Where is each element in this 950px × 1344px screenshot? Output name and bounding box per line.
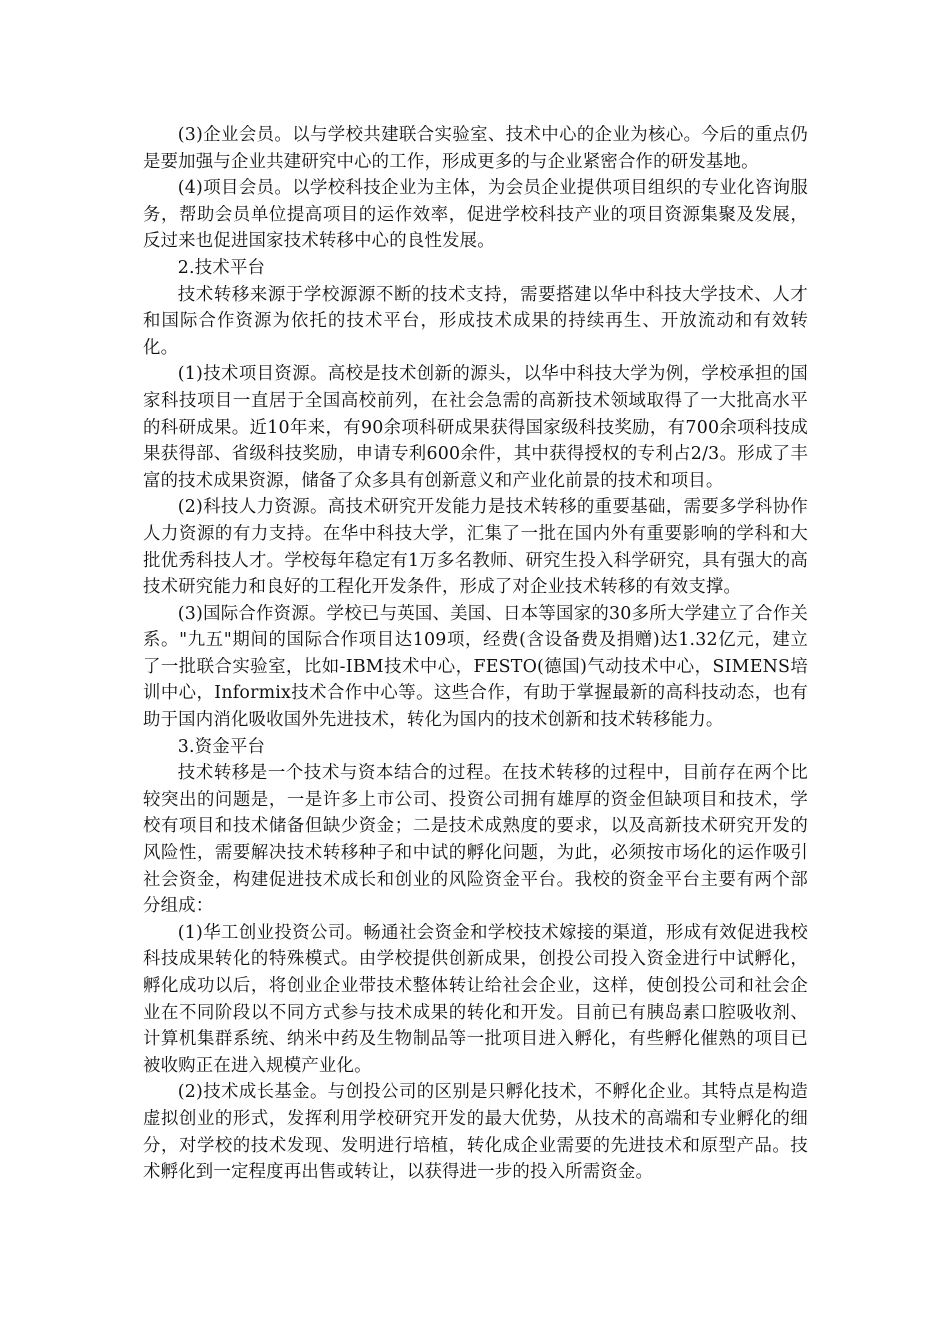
heading-technology-platform: 2.技术平台 [177, 257, 266, 278]
paragraph-enterprise-member: (3)企业会员。以与学校共建联合实验室、技术中心的企业为核心。今后的重点仍是要加强与企业共建研究中心的工作，形成更多的与企业紧密合作的研发基地。 [143, 125, 808, 172]
paragraph-venture-capital-company: (1)华工创业投资公司。畅通社会资金和学校技术嫁接的渠道，形成有效促进我校科技成果转化的特殊模式。由学校提供创新成果，创投公司投入资金进行中试孵化，孵化成功以后，将创业企业带技术整体转让给社会企业，这样，使创投公司和社会企业在不同阶段以不同方式参与技术成果的转化和开发。目前已有胰岛素口腔吸收剂、计算机集群系统、纳米中药及生物制品等一批项目进入孵化，有些孵化催熟的项目已被收购正在进入规模产业化。 [143, 922, 808, 1076]
document-body [143, 122, 808, 1186]
paragraph-project-member: (4)项目会员。以学校科技企业为主体，为会员企业提供项目组织的专业化咨询服务，帮助会员单位提高项目的运作效率，促进学校科技产业的项目资源集聚及发展，反过来也促进国家技术转移中心的良性发展。 [143, 178, 808, 252]
heading-funding-platform: 3.资金平台 [177, 736, 266, 757]
paragraph-technology-platform-intro: 技术转移来源于学校源源不断的技术支持，需要搭建以华中科技大学技术、人才和国际合作资源为依托的技术平台，形成技术成果的持续再生、开放流动和有效转化。 [143, 284, 808, 358]
paragraph-funding-platform-intro: 技术转移是一个技术与资本结合的过程。在技术转移的过程中，目前存在两个比较突出的问题是，一是许多上市公司、投资公司拥有雄厚的资金但缺项目和技术，学校有项目和技术储备但缺少资金；二是技术成熟度的要求，以及高新技术研究开发的风险性，需要解决技术转移种子和中试的孵化问题，为此，必须按市场化的运作吸引社会资金，构建促进技术成长和创业的风险资金平台。我校的资金平台主要有两个部分组成： [143, 763, 808, 917]
paragraph-technology-growth-fund: (2)技术成长基金。与创投公司的区别是只孵化技术，不孵化企业。其特点是构造虚拟创业的形式，发挥利用学校研究开发的最大优势，从技术的高端和专业孵化的细分，对学校的技术发现、发明进行培植，转化成企业需要的先进技术和原型产品。技术孵化到一定程度再出售或转让，以获得进一步的投入所需资金。 [143, 1082, 808, 1183]
paragraph-human-resources: (2)科技人力资源。高技术研究开发能力是技术转移的重要基础，需要多学科协作人力资源的有力支持。在华中科技大学，汇集了一批在国内外有重要影响的学科和大批优秀科技人才。学校每年稳定有1万多名教师、研究生投入科学研究，具有强大的高技术研究能力和良好的工程化开发条件，形成了对企业技术转移的有效支撑。 [143, 497, 808, 598]
paragraph-technology-project-resources: (1)技术项目资源。高校是技术创新的源头，以华中科技大学为例，学校承担的国家科技项目一直居于全国高校前列，在社会急需的高新技术领域取得了一大批高水平的科研成果。近10年来，有90余项科研成果获得国家级科技奖励，有700余项科技成果获得部、省级科技奖励，申请专利600余件，其中获得授权的专利占2/3。形成了丰富的技术成果资源，储备了众多具有创新意义和产业化前景的技术和项目。 [143, 364, 808, 491]
paragraph-international-cooperation: (3)国际合作资源。学校已与英国、美国、日本等国家的30多所大学建立了合作关系。"九五"期间的国际合作项目达109项，经费(含设备费及捐赠)达1.32亿元，建立了一批联合实验室，比如-IBM技术中心，FESTO(德国)气动技术中心，SIMENS培训中心，Informix技术合作中心等。这些合作，有助于掌握最新的高科技动态，也有助于国内消化吸收国外先进技术，转化为国内的技术创新和技术转移能力。 [143, 603, 808, 731]
